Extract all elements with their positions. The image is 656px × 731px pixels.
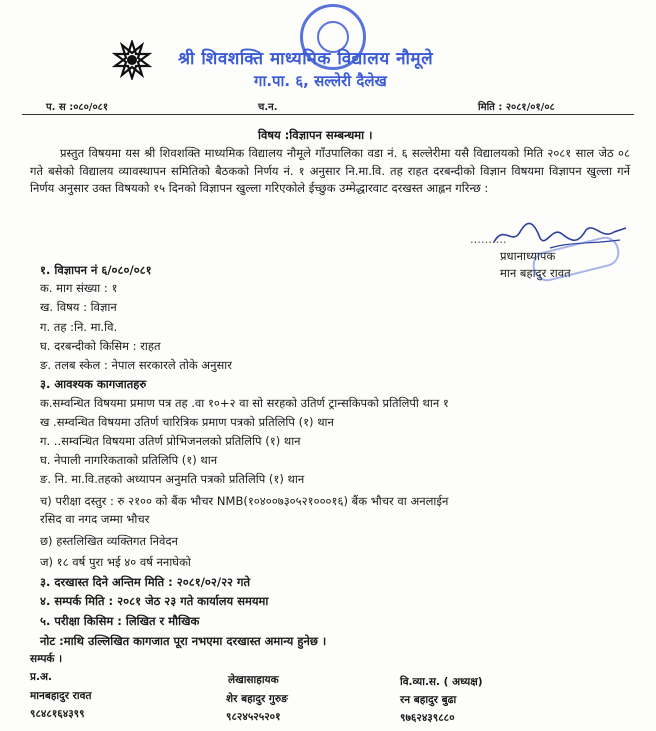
school-address: गा.पा. ६, सल्लेरी दैलेख bbox=[254, 72, 387, 90]
contact-role: प्र.अ. bbox=[30, 671, 52, 683]
section3-heading: ३. आवश्यक कागजातहरु bbox=[40, 377, 147, 391]
application-deadline: ३. दरखास्त दिने अन्तिम मिति : २०८१/०२/२२ गते bbox=[40, 575, 251, 589]
application-item: छ) हस्तलिखित व्यक्तिगत निवेदन bbox=[40, 534, 178, 548]
document-item: ख .सम्वन्धित विषयमा उतिर्ण चारित्रिक प्रमाण पत्रको प्रतिलिपि (१) थान bbox=[40, 415, 334, 429]
school-name: श्री शिवशक्ति माध्यमिक विद्यालय नौमूले bbox=[178, 49, 434, 69]
note: नोट :माथि उल्लिखित कागजात पूरा नभएमा दरखास्त अमान्य हुनेछ । bbox=[40, 634, 327, 648]
exam-fee-line-continued: रसिद वा नगद जम्मा भौचर bbox=[40, 512, 150, 526]
contact-role: वि.व्या.स. ( अध्यक्ष) bbox=[400, 676, 483, 688]
head-teacher-name: मान बहादुर रावत bbox=[500, 266, 571, 280]
contact-phone: ९८२४५२५२०१ bbox=[226, 711, 281, 723]
head-teacher-signature-block bbox=[470, 218, 638, 288]
exam-fee-line: च) परीक्षा दस्तुर : रु २१०० को बैंक भौचर NMB(१०४००७३०५२१०००१६) बैंक भौचर वा अनलाईन bbox=[40, 494, 449, 508]
contact-date: ४. सम्पर्क मिति : २०८१ जेठ २३ गते कार्यालय समयमा bbox=[40, 594, 269, 608]
letter-date: मिति : २०८१/०१/०८ bbox=[478, 102, 555, 113]
signature-dots: .......... bbox=[470, 232, 507, 246]
header-divider bbox=[22, 114, 634, 115]
contact-label: सम्पर्क । bbox=[30, 653, 63, 665]
section1-item: ङ. तलब स्केल : नेपाल सरकारले तोके अनुसार bbox=[40, 358, 232, 372]
nepal-star-emblem-icon bbox=[112, 40, 152, 80]
head-teacher-title: प्रधानाध्यापक bbox=[500, 249, 556, 263]
dispatch-number-label: च.न. bbox=[258, 102, 278, 113]
document-item: घ. नेपाली नागरिकताको प्रतिलिपि (१) थान bbox=[40, 453, 218, 467]
contact-name: रन बहादुर बुढा bbox=[400, 694, 457, 706]
contact-phone: ९८४८१६४३९९ bbox=[30, 708, 85, 720]
section1-heading: १. विज्ञापन नं ६/०८०/०८१ bbox=[40, 263, 152, 277]
intro-paragraph: प्रस्तुत विषयमा यस श्री शिवशक्ति माध्यमिक विद्यालय नौमूले गाँउपालिका वडा नं. ६ सल्लेरीमा यसै विद्यालयको मिति २०८१ साल जेठ ०८ गते बसेको विद्यालय व्यावस्थापन समितिको बैठकको निर्णय नं. १ अनुसार नि.मा.वि. तह राहत दरबन्दीको विज्ञान विषयमा विज्ञापन खुल्ला गर्ने निर्णय अनुसार उक्त विषयको १५ दिनको विज्ञापन खुल्ला गरिएकोले ईच्छुक उम्मेद्धारवाट दरखस्त आह्लन गरिन्छ : bbox=[30, 146, 630, 195]
reference-number: प. स :०८०/०८१ bbox=[46, 102, 109, 113]
document-item: ङ. नि. मा.वि.तहको अध्यापन अनुमति पत्रको प्रतिलिपि (१) थान bbox=[40, 472, 305, 486]
section1-item: क. माग संख्या : १ bbox=[40, 281, 118, 295]
contact-role: लेखासाहायक bbox=[228, 674, 279, 686]
section1-item: ख. विषय : विज्ञान bbox=[40, 300, 117, 314]
school-seal-stamp bbox=[300, 4, 366, 70]
age-limit-item: ज) १८ वर्ष पुरा भई ४० वर्ष ननाघेको bbox=[40, 555, 191, 569]
contact-name: शेर बहादुर गुरुङ bbox=[226, 693, 288, 705]
contact-phone: ९७६२४३९८८० bbox=[400, 712, 455, 724]
exam-type: ५. परीक्षा किसिम : लिखित र मौखिक bbox=[40, 614, 200, 628]
document-item: क.सम्वन्धित विषयमा प्रमाण पत्र तह .वा १०+२ वा सो सरहको उतिर्ण ट्रान्सकिपको प्रतिलिपी थान १ bbox=[40, 396, 449, 410]
document-item: ग. ..सम्वन्धित विषयमा उतिर्ण प्रोभिजनलको प्रतिलिपि (१) थान bbox=[40, 434, 301, 448]
section1-item: घ. दरबन्दीको किसिम : राहत bbox=[40, 339, 161, 353]
contact-name: मानबहादुर रावत bbox=[30, 690, 92, 702]
letter-subject: विषय :विज्ञापन सम्बन्धमा । bbox=[258, 128, 373, 142]
section1-item: ग. तह :नि. मा.वि. bbox=[40, 320, 118, 334]
